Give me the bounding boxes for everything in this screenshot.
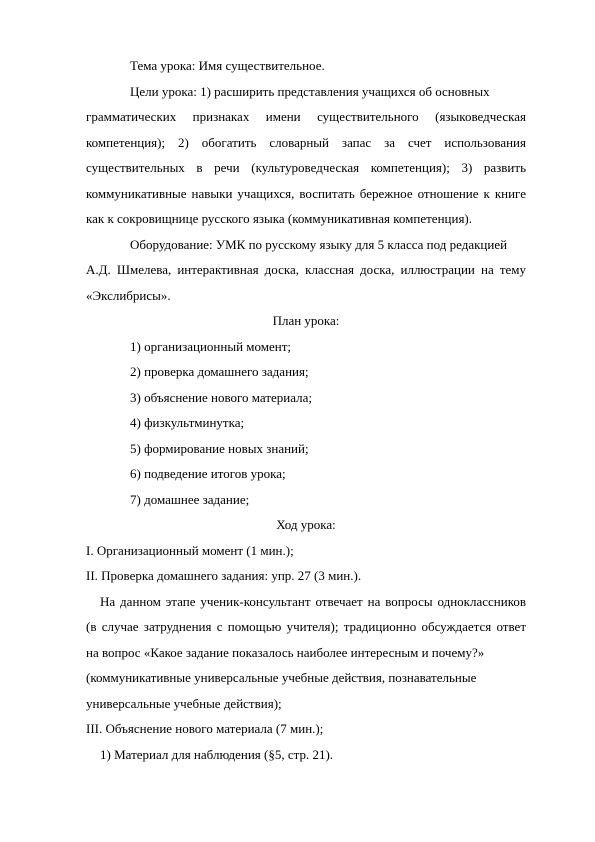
plan-title: План урока: (272, 313, 340, 328)
equipment-line-2: А.Д. Шмелева, интерактивная доска, классная доска, иллюстрации на тему (86, 262, 526, 277)
stage-2-text-line-5: универсальные учебные действия); (86, 696, 282, 711)
equipment-line-1: Оборудование: УМК по русскому языку для 5 класса под редакцией (130, 237, 508, 252)
stage-2-heading: II. Проверка домашнего задания: упр. 27 (3 мин.). (86, 568, 362, 583)
stage-1-heading: I. Организационный момент (1 мин.); (86, 543, 294, 558)
goals-line-3: компетенция); 2) обогатить словарный запас за счет использования (86, 135, 526, 150)
plan-item: 4) физкультминутка; (130, 415, 245, 430)
stage-3-heading: III. Объяснение нового материала (7 мин.); (86, 721, 324, 736)
plan-item: 6) подведение итогов урока; (130, 466, 286, 481)
plan-item: 5) формирование новых знаний; (130, 441, 309, 456)
goals-line-5: коммуникативные навыки учащихся, воспитать бережное отношение к книге (86, 186, 526, 201)
lesson-topic: Тема урока: Имя существительное. (130, 58, 325, 73)
stage-2-text-line-3: на вопрос «Какое задание показалось наиболее интересным и почему?» (86, 645, 485, 660)
plan-item: 3) объяснение нового материала; (130, 390, 312, 405)
goals-line-4: существительных в речи (культуроведческая компетенция); 3) развить (86, 160, 526, 175)
course-title: Ход урока: (276, 517, 336, 532)
plan-item: 1) организационный момент; (130, 339, 291, 354)
stage-2-text-line-2: (в случае затруднения с помощью учителя); традиционно обсуждается ответ (86, 619, 526, 634)
equipment-line-3: «Экслибрисы». (86, 288, 171, 303)
goals-line-2: грамматических признаках имени существительного (языковедческая (86, 109, 526, 124)
plan-item: 2) проверка домашнего задания; (130, 364, 309, 379)
stage-2-text-line-1: На данном этапе ученик-консультант отвечает на вопросы одноклассников (100, 594, 526, 609)
stage-2-text-line-4: (коммуникативные универсальные учебные действия, познавательные (86, 670, 477, 685)
goals-line-1: Цели урока: 1) расширить представления учащихся об основных (130, 84, 490, 99)
plan-item: 7) домашнее задание; (130, 492, 250, 507)
stage-3-item-1: 1) Материал для наблюдения (§5, стр. 21). (100, 747, 334, 762)
goals-line-6: как к сокровищнице русского языка (коммуникативная компетенция). (86, 211, 473, 226)
